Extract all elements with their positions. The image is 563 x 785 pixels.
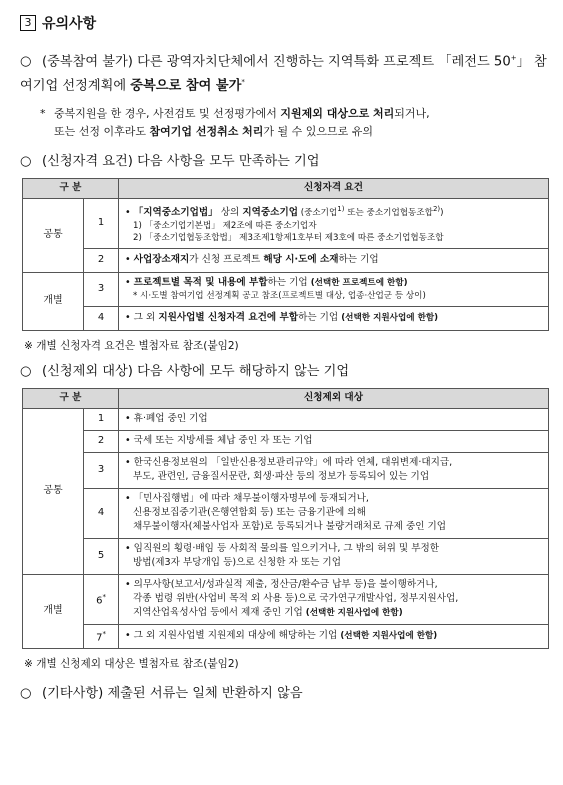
- note-text: 또는 선정 이후라도: [54, 124, 150, 138]
- dot-bullet-icon: •: [125, 254, 131, 266]
- row-content: [119, 408, 549, 430]
- dot-bullet-icon: •: [125, 435, 131, 447]
- cell-emphasis: (선택한 지원사업에 한함): [305, 608, 403, 619]
- row-content: [119, 624, 549, 648]
- bullet-duplicate-participation: [20, 48, 551, 97]
- dot-bullet-icon: •: [125, 579, 131, 591]
- cell-text: 의무사항(보고서/성과실적 제출, 정산금/환수금 납부 등)을 불이행하거나,: [133, 579, 438, 591]
- bullet-footnote: [20, 105, 551, 141]
- dot-bullet-icon: •: [125, 207, 131, 219]
- row-number: [84, 624, 119, 648]
- bullet-text: 다음 사항에 모두 해당하지 않는 기업: [132, 363, 350, 379]
- cell-text: 휴·폐업 중인 기업: [133, 413, 208, 425]
- dot-bullet-icon: •: [125, 493, 131, 505]
- note-text: 가 될 수 있으므로 유의: [263, 124, 374, 138]
- row-number: 4: [84, 488, 119, 538]
- row-number: 2: [84, 430, 119, 452]
- row-content: [119, 538, 549, 574]
- header-content: 신청제외 대상: [119, 388, 549, 408]
- table-row: [23, 430, 549, 452]
- dot-bullet-icon: •: [125, 277, 131, 289]
- cell-text: 하는 기업: [267, 277, 311, 289]
- footnote-mark: *: [40, 106, 46, 120]
- dot-bullet-icon: •: [125, 413, 131, 425]
- row-content: [119, 198, 549, 248]
- table-header-row: [23, 178, 549, 198]
- footnote-mark: *: [102, 593, 106, 602]
- bullet-heading: (신청제외 대상): [42, 363, 133, 379]
- bullet-text: 다른 광역자치단체에서 진행하는 지역특화 프로젝트 「레전드 50: [132, 54, 511, 70]
- row-number: 2: [84, 248, 119, 272]
- cell-emphasis: 지역중소기업: [242, 207, 298, 219]
- header-group: 구 분: [23, 388, 119, 408]
- cell-text: 하는 기업: [298, 312, 342, 324]
- bullet-exclusion: [20, 361, 551, 382]
- bullet-heading: (기타사항): [42, 685, 104, 701]
- group-cell: 공통: [23, 408, 84, 574]
- cell-text: (중소기업: [297, 208, 338, 219]
- cell-emphasis: (선택한 지원사업에 한함): [340, 631, 438, 642]
- superscript: +: [510, 54, 517, 62]
- cell-emphasis: 해당 시·도에 소재: [263, 254, 339, 266]
- reference-note: ※ 개별 신청자격 요건은 별첨자료 참조(붙임2): [24, 339, 239, 352]
- circle-bullet-icon: ○: [20, 363, 32, 379]
- header-content: 신청자격 요건: [119, 178, 549, 198]
- bullet-heading: (신청자격 요건): [42, 153, 133, 169]
- bullet-text: 제출된 서류는 일체 반환하지 않음: [103, 685, 303, 701]
- bullet-text: 」 참여기업 선정계획에: [20, 54, 547, 94]
- table-row: [23, 488, 549, 538]
- footnote-mark: *: [102, 630, 106, 639]
- cell-text: 한국신용정보원의 「일반신용정보관리규약」에 따라 연체, 대위변제·대지급,: [133, 457, 453, 469]
- cell-text: ): [440, 208, 444, 219]
- table-row: [23, 452, 549, 488]
- dot-bullet-icon: •: [125, 312, 131, 324]
- eligibility-table: [22, 178, 549, 331]
- cell-emphasis: 사업장소재지: [133, 254, 190, 266]
- row-content: [119, 248, 549, 272]
- cell-subnote: 1) 「중소기업기본법」 제2조에 따른 중소기업자: [133, 221, 317, 232]
- row-content: [119, 452, 549, 488]
- row-content: [119, 272, 549, 306]
- cell-text: 하는 기업: [338, 254, 379, 266]
- note-text: 중복지원을 한 경우, 사전검토 및 선정평가에서: [54, 106, 281, 120]
- dot-bullet-icon: •: [125, 457, 131, 469]
- group-cell: 개별: [23, 574, 84, 648]
- dot-bullet-icon: •: [125, 543, 131, 555]
- circle-bullet-icon: ○: [20, 54, 32, 70]
- group-cell: 공통: [23, 198, 84, 272]
- table-header-row: [23, 388, 549, 408]
- cell-emphasis: (선택한 지원사업에 한함): [341, 313, 439, 324]
- row-content: [119, 430, 549, 452]
- row-number: 5: [84, 538, 119, 574]
- cell-subnote: * 시·도별 참여기업 선정계획 공고 참조(프로젝트별 대상, 업종·산업군 등 상이): [133, 291, 426, 302]
- section-heading: [20, 10, 551, 36]
- cell-text: 방법(제3자 부당개입 등)으로 신청한 자 또는 기업: [133, 557, 341, 569]
- cell-text: 가 신청 프로젝트: [189, 254, 264, 266]
- cell-text: 각종 법령 위반(사업비 목적 외 사용 등)으로 국가연구개발사업, 정부지원사업,: [133, 593, 459, 605]
- cell-text: 상의: [217, 207, 243, 219]
- table-row: [23, 272, 549, 306]
- cell-text: 신용정보집중기관(은행연합회 등) 또는 금융기관에 의해: [133, 507, 366, 519]
- circle-bullet-icon: ○: [20, 153, 32, 169]
- cell-subnote: 2) 「중소기업협동조합법」 제3조제1항제1호부터 제3호에 따른 중소기업협동조합: [133, 233, 444, 244]
- cell-emphasis: 지원사업별 신청자격 요건에 부합: [158, 312, 299, 324]
- cell-text: 「민사집행법」에 따라 채무불이행자명부에 등재되거나,: [133, 493, 369, 505]
- cell-text: 지역산업육성사업 등에서 제재 중인 기업: [133, 607, 306, 619]
- table-row: [23, 408, 549, 430]
- row-content: [119, 306, 549, 330]
- row-number-text: 7: [96, 632, 103, 644]
- table-row: [23, 538, 549, 574]
- note-emphasis: 지원제외 대상으로 처리: [280, 106, 395, 120]
- cell-text: 채무불이행자(체불사업자 포함)로 등록되거나 불량거래처로 규제 중인 기업: [133, 521, 447, 533]
- bullet-emphasis: 중복으로 참여 불가: [130, 78, 242, 94]
- cell-emphasis: 프로젝트별 목적 및 내용에 부합: [133, 277, 268, 289]
- bullet-eligibility: [20, 151, 551, 172]
- row-number: [84, 574, 119, 624]
- table-row: [23, 574, 549, 624]
- footnote-mark: *: [241, 78, 245, 87]
- row-number: 1: [84, 198, 119, 248]
- cell-emphasis: 「지역중소기업법」: [133, 207, 218, 219]
- table-row: [23, 306, 549, 330]
- row-number: 1: [84, 408, 119, 430]
- row-number-text: 6: [96, 595, 103, 607]
- cell-text: 국세 또는 지방세를 체납 중인 자 또는 기업: [133, 435, 313, 447]
- exclusion-table: [22, 388, 549, 649]
- section-number: 3: [20, 15, 36, 31]
- note-emphasis: 참여기업 선정취소 처리: [149, 124, 264, 138]
- row-content: [119, 574, 549, 624]
- bullet-other-notes: [20, 683, 551, 704]
- cell-emphasis: (선택한 프로젝트에 한함): [310, 278, 408, 289]
- header-group: 구 분: [23, 178, 119, 198]
- table-row: [23, 248, 549, 272]
- cell-text: 부도, 관련인, 금융질서문란, 회생·파산 등의 정보가 등록되어 있는 기업: [133, 471, 430, 483]
- cell-text: 그 외: [133, 312, 159, 324]
- row-content: [119, 488, 549, 538]
- note-text: 되거나,: [394, 106, 430, 120]
- circle-bullet-icon: ○: [20, 685, 32, 701]
- superscript: 2): [432, 205, 441, 214]
- row-number: 4: [84, 306, 119, 330]
- note-continuation: [40, 123, 551, 141]
- bullet-text: 다음 사항을 모두 만족하는 기업: [132, 153, 320, 169]
- group-cell: 개별: [23, 272, 84, 330]
- cell-text: 또는 중소기업협동조합: [344, 208, 433, 219]
- section-title: 유의사항: [42, 16, 97, 32]
- dot-bullet-icon: •: [125, 630, 131, 642]
- bullet-heading: (중복참여 불가): [42, 54, 133, 70]
- superscript: 1): [337, 205, 345, 214]
- cell-text: 임직원의 횡령·배임 등 사회적 물의를 일으키거나, 그 밖의 허위 및 부정한: [133, 543, 440, 555]
- row-number: 3: [84, 272, 119, 306]
- table-row: [23, 198, 549, 248]
- cell-text: 그 외 지원사업별 지원제외 대상에 해당하는 기업: [133, 630, 341, 642]
- table-row: [23, 624, 549, 648]
- row-number: 3: [84, 452, 119, 488]
- reference-note: ※ 개별 신청제외 대상은 별첨자료 참조(붙임2): [24, 657, 239, 670]
